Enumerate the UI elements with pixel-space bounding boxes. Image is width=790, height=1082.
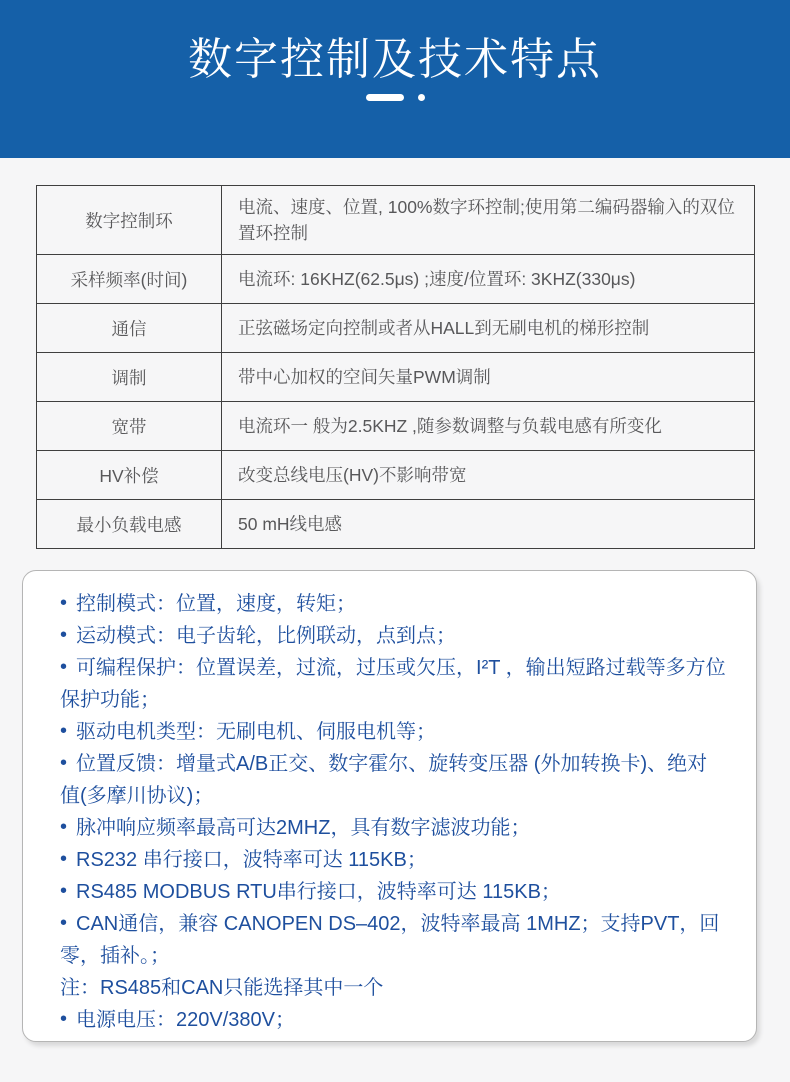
bullet-icon: • [60,816,68,838]
feature-item [60,844,726,876]
feature-text: 可编程保护：位置误差，过流，过压或欠压，I²T ，输出短路过载等多方位保护功能； [60,657,726,711]
feature-text: 位置反馈：增量式A/B正交、数字霍尔、旋转变压器 (外加转换卡)、绝对值(多摩川协议)； [60,753,708,807]
spec-value: 电流环: 16KHZ(62.5μs) ;速度/位置环: 3KHZ(330μs) [222,255,755,304]
feature-item [60,1004,726,1036]
bullet-icon: • [60,848,68,870]
feature-text: 脉冲响应频率最高可达2MHZ，具有数字滤波功能； [76,817,531,839]
feature-text: RS232 串行接口，波特率可达 115KB； [76,849,427,871]
bullet-icon: • [60,1008,68,1030]
spec-label: HV补偿 [37,451,222,500]
spec-table-row [37,353,755,402]
feature-item [60,588,726,620]
feature-text: CAN通信，兼容 CANOPEN DS–402，波特率最高 1MHZ；支持PVT，回零，插补。； [60,913,720,967]
features-box [22,570,757,1042]
feature-text: 驱动电机类型：无刷电机、伺服电机等； [76,721,437,743]
spec-label: 调制 [37,353,222,402]
spec-table-row [37,451,755,500]
header-banner [0,0,790,158]
spec-value: 电流环一 般为2.5KHZ ,随参数调整与负载电感有所变化 [222,402,755,451]
feature-text: 控制模式：位置，速度，转矩； [76,593,357,615]
bullet-icon: • [60,880,68,902]
spec-table-row [37,500,755,549]
feature-item [60,876,726,908]
spec-label: 采样频率(时间) [37,255,222,304]
feature-item [60,716,726,748]
spec-value: 正弦磁场定向控制或者从HALL到无刷电机的梯形控制 [222,304,755,353]
bullet-icon: • [60,624,68,646]
feature-text: 电源电压：220V/380V； [76,1009,295,1031]
spec-label: 通信 [37,304,222,353]
feature-note [60,972,726,1004]
bullet-icon: • [60,912,68,934]
spec-table-row [37,255,755,304]
feature-item [60,908,726,972]
feature-item [60,748,726,812]
spec-label: 数字控制环 [37,186,222,255]
bullet-icon: • [60,720,68,742]
spec-table-row [37,402,755,451]
spec-table-row [37,186,755,255]
spec-value: 改变总线电压(HV)不影响带宽 [222,451,755,500]
feature-text: 注：RS485和CAN只能选择其中一个 [60,977,384,999]
spec-value: 50 mH线电感 [222,500,755,549]
page-title: 数字控制及技术特点 [188,35,602,84]
spec-table [36,185,755,549]
spec-label: 宽带 [37,402,222,451]
spec-value: 电流、速度、位置, 100%数字环控制;使用第二编码器输入的双位置环控制 [222,186,755,255]
bullet-icon: • [60,656,68,678]
title-underline-dash-icon [366,94,404,101]
bullet-icon: • [60,592,68,614]
feature-text: 运动模式：电子齿轮，比例联动，点到点； [76,625,457,647]
spec-table-row [37,304,755,353]
feature-item [60,652,726,716]
spec-value: 带中心加权的空间矢量PWM调制 [222,353,755,402]
feature-text: RS485 MODBUS RTU串行接口，波特率可达 115KB； [76,881,561,903]
title-underline [366,94,425,101]
feature-item [60,620,726,652]
title-underline-dot-icon [418,94,425,101]
feature-item [60,812,726,844]
bullet-icon: • [60,752,68,774]
spec-label: 最小负载电感 [37,500,222,549]
